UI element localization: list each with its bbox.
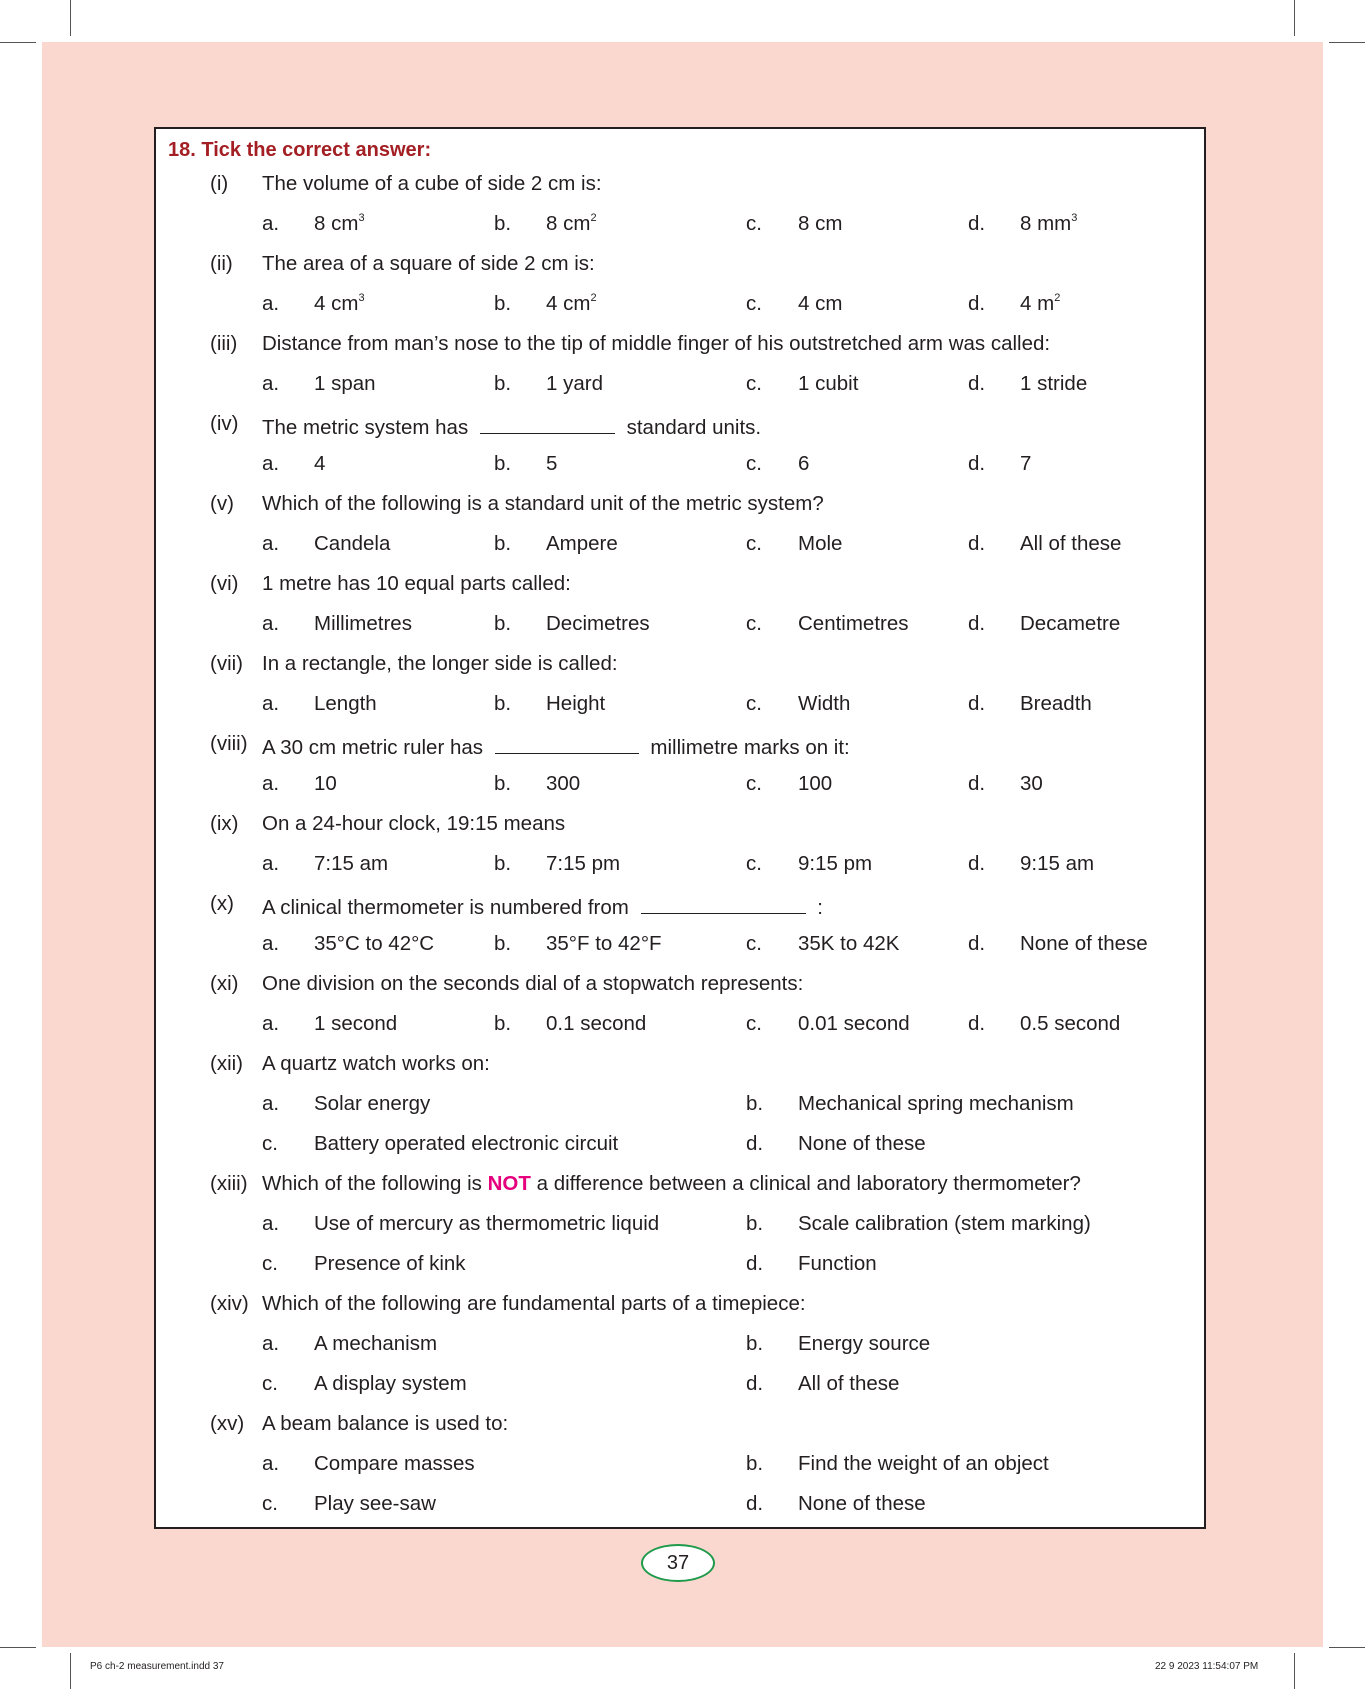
crop-mark [0,1647,36,1648]
option-value: 7:15 pm [546,852,621,875]
option-letter: c. [746,852,762,875]
option-letter: d. [968,292,986,315]
question-item [156,569,1204,599]
option-letter: b. [494,1012,512,1035]
option-letter: c. [746,1012,762,1035]
option-letter: a. [262,772,280,795]
option-value: Battery operated electronic circuit [314,1132,619,1155]
option-text [798,1249,877,1279]
option-value: Function [798,1252,877,1275]
option-letter: a. [262,852,280,875]
option-value: A display system [314,1372,467,1395]
slug-timestamp: 22 9 2023 11:54:07 PM [1155,1661,1259,1672]
option-letter: d. [968,852,986,875]
option-d [156,689,1204,719]
option-letter: d. [968,452,986,475]
crop-mark [70,1653,71,1689]
option-value: 30 [1020,772,1043,795]
item-text-post: : [817,896,823,919]
item-number: (xi) [210,972,239,995]
option-letter: d. [968,372,986,395]
option-value: Use of mercury as thermometric liquid [314,1212,660,1235]
option-letter: a. [262,612,280,635]
item-text: A beam balance is used to: [262,1412,509,1435]
option-value: 8 cm [798,212,843,235]
option-letter: a. [262,1452,280,1475]
option-value: None of these [1020,932,1148,955]
option-value: Centimetres [798,612,909,635]
option-text [1020,609,1120,639]
option-letter: b. [494,532,512,555]
option-value: Find the weight of an object [798,1452,1049,1475]
crop-mark [0,42,36,43]
option-value: Mole [798,532,843,555]
option-value: Breadth [1020,692,1092,715]
emphasis-not: NOT [487,1172,531,1195]
option-value: 1 cubit [798,372,859,395]
option-text [798,1369,899,1399]
option-b [156,1449,1204,1479]
item-number: (xii) [210,1052,244,1075]
option-letter: b. [494,372,512,395]
option-text [798,1129,926,1159]
option-text [1020,289,1060,319]
item-text: The area of a square of side 2 cm is: [262,252,595,275]
option-letter: d. [746,1492,764,1515]
item-text-pre: The metric system has [262,416,469,439]
option-letter: c. [746,292,762,315]
crop-mark [1329,1647,1365,1648]
option-letter: c. [746,692,762,715]
item-text: 1 metre has 10 equal parts called: [262,572,571,595]
option-letter: b. [494,852,512,875]
option-letter: c. [262,1372,278,1395]
item-number: (xiv) [210,1292,249,1315]
question-item [156,1289,1204,1319]
item-number: (xiii) [210,1172,248,1195]
option-letter: b. [494,932,512,955]
item-number: (x) [210,892,234,915]
item-number: (i) [210,172,229,195]
option-value: 1 yard [546,372,603,395]
item-text: A quartz watch works on: [262,1052,490,1075]
option-value: All of these [1020,532,1122,555]
option-value: 4 [314,452,326,475]
question-item [156,489,1204,519]
option-letter: b. [746,1452,764,1475]
crop-mark [1329,42,1365,43]
option-text [798,1489,926,1519]
answer-blank [495,729,639,754]
option-letter: d. [968,532,986,555]
item-text-post: a difference between a clinical and laboratory thermometer? [536,1172,1081,1195]
option-d [156,209,1204,239]
option-d [156,529,1204,559]
option-value: 7 [1020,452,1032,475]
option-letter: a. [262,932,280,955]
option-letter: c. [746,932,762,955]
option-value: Decametre [1020,612,1121,635]
option-value: Candela [314,532,391,555]
item-number: (v) [210,492,234,515]
option-d [156,769,1204,799]
item-number: (xv) [210,1412,245,1435]
option-value: 300 [546,772,581,795]
option-b [156,1329,1204,1359]
option-d [156,1489,1204,1519]
option-d [156,609,1204,639]
option-d [156,1249,1204,1279]
option-value: Width [798,692,851,715]
option-value: 100 [798,772,833,795]
option-letter: b. [494,452,512,475]
option-value: 4 cm [546,292,591,315]
item-text: Which of the following is a standard unit of the metric system? [262,492,824,515]
option-value: Energy source [798,1332,931,1355]
option-value: Scale calibration (stem marking) [798,1212,1091,1235]
crop-mark [1294,1653,1295,1689]
question-item [156,329,1204,359]
option-d [156,289,1204,319]
option-exponent: 3 [358,212,365,224]
question-item [156,649,1204,679]
option-letter: d. [968,212,986,235]
option-text [798,1209,1091,1239]
option-exponent: 2 [590,292,597,304]
option-letter: a. [262,212,280,235]
question-item [156,729,1204,759]
option-letter: b. [746,1212,764,1235]
option-letter: d. [968,772,986,795]
option-text [798,1449,1049,1479]
option-letter: c. [262,1252,278,1275]
option-letter: c. [746,372,762,395]
option-value: None of these [798,1132,926,1155]
option-letter: d. [746,1132,764,1155]
option-exponent: 3 [1071,212,1078,224]
question-item [156,1049,1204,1079]
item-text-post: standard units. [626,416,762,439]
crop-mark [1294,0,1295,36]
option-letter: c. [746,612,762,635]
option-value: Solar energy [314,1092,431,1115]
option-exponent: 2 [590,212,597,224]
page-number: 37 [641,1544,715,1582]
question-item [156,889,1204,919]
option-letter: a. [262,692,280,715]
option-value: 1 stride [1020,372,1088,395]
answer-blank [641,889,806,914]
item-text [262,409,761,443]
item-text [262,1169,1081,1199]
option-exponent: 3 [358,292,365,304]
option-letter: b. [494,612,512,635]
item-text: Which of the following are fundamental parts of a timepiece: [262,1292,806,1315]
crop-mark [70,0,71,36]
item-text-pre: A 30 cm metric ruler has [262,736,484,759]
option-d [156,449,1204,479]
option-letter: b. [494,692,512,715]
option-value: Decimetres [546,612,650,635]
item-text [262,889,823,923]
option-value: Mechanical spring mechanism [798,1092,1074,1115]
option-value: 8 cm [314,212,359,235]
option-letter: b. [746,1332,764,1355]
option-value: 35°C to 42°C [314,932,435,955]
option-b [156,1089,1204,1119]
option-value: 1 second [314,1012,398,1035]
question-item [156,809,1204,839]
option-text [1020,449,1031,479]
item-text: In a rectangle, the longer side is called: [262,652,618,675]
option-letter: a. [262,1092,280,1115]
option-value: 35°F to 42°F [546,932,662,955]
option-d [156,1129,1204,1159]
item-text: One division on the seconds dial of a stopwatch represents: [262,972,804,995]
option-value: Play see-saw [314,1492,436,1515]
question-item [156,409,1204,439]
option-value: 9:15 pm [798,852,873,875]
option-value: 10 [314,772,337,795]
option-letter: b. [494,212,512,235]
option-value: Height [546,692,606,715]
option-value: All of these [798,1372,900,1395]
option-value: 8 cm [546,212,591,235]
question-item [156,1409,1204,1439]
option-d [156,929,1204,959]
option-value: Ampere [546,532,618,555]
option-letter: d. [968,692,986,715]
option-letter: c. [746,452,762,475]
item-text-post: millimetre marks on it: [650,736,850,759]
question-heading [168,139,431,162]
option-letter: b. [746,1092,764,1115]
item-text: Distance from man’s nose to the tip of middle finger of his outstretched arm was called: [262,332,1051,355]
item-text: The volume of a cube of side 2 cm is: [262,172,602,195]
option-value: Compare masses [314,1452,475,1475]
option-letter: a. [262,532,280,555]
option-text [1020,1009,1120,1039]
option-b [156,1209,1204,1239]
option-value: Millimetres [314,612,412,635]
option-text [1020,689,1092,719]
option-value: 4 m [1020,292,1055,315]
question-item [156,169,1204,199]
option-value: Presence of kink [314,1252,466,1275]
answer-blank [480,409,615,434]
option-text [1020,849,1094,879]
option-value: 1 span [314,372,376,395]
option-letter: a. [262,452,280,475]
option-value: 0.5 second [1020,1012,1121,1035]
item-text-pre: A clinical thermometer is numbered from [262,896,629,919]
item-number: (viii) [210,732,248,755]
option-text [1020,529,1121,559]
question-item [156,969,1204,999]
item-text-pre: Which of the following is [262,1172,482,1195]
question-number: 18. [168,139,196,161]
item-number: (iv) [210,412,239,435]
item-text: On a 24-hour clock, 19:15 means [262,812,566,835]
option-value: 35K to 42K [798,932,900,955]
option-text [798,1089,1074,1119]
option-letter: c. [262,1132,278,1155]
option-letter: a. [262,372,280,395]
option-value: None of these [798,1492,926,1515]
option-value: 6 [798,452,810,475]
option-letter: b. [494,292,512,315]
option-text [1020,929,1148,959]
option-letter: d. [746,1372,764,1395]
option-d [156,849,1204,879]
option-d [156,1009,1204,1039]
option-letter: d. [968,612,986,635]
option-value: 4 cm [314,292,359,315]
option-value: Length [314,692,377,715]
option-letter: a. [262,1012,280,1035]
option-value: 8 mm [1020,212,1072,235]
item-number: (ii) [210,252,233,275]
item-text [262,729,850,763]
option-d [156,1369,1204,1399]
option-letter: a. [262,1212,280,1235]
option-letter: d. [746,1252,764,1275]
option-exponent: 2 [1054,292,1061,304]
question-item [156,249,1204,279]
option-value: A mechanism [314,1332,438,1355]
option-value: 0.01 second [798,1012,910,1035]
question-box [154,127,1206,1529]
option-value: 9:15 am [1020,852,1095,875]
item-number: (ix) [210,812,239,835]
option-text [1020,369,1087,399]
option-value: 7:15 am [314,852,389,875]
option-letter: a. [262,292,280,315]
option-text [798,1329,930,1359]
option-letter: d. [968,932,986,955]
item-number: (iii) [210,332,238,355]
option-text [1020,769,1043,799]
item-number: (vii) [210,652,244,675]
option-value: 4 cm [798,292,843,315]
item-number: (vi) [210,572,239,595]
option-d [156,369,1204,399]
option-letter: a. [262,1332,280,1355]
slug-filename: P6 ch-2 measurement.indd 37 [90,1661,224,1672]
option-letter: b. [494,772,512,795]
option-letter: c. [262,1492,278,1515]
question-title: Tick the correct answer: [201,139,432,161]
option-value: 5 [546,452,558,475]
option-letter: c. [746,772,762,795]
option-letter: c. [746,212,762,235]
question-item [156,1169,1204,1199]
option-value: 0.1 second [546,1012,647,1035]
option-letter: d. [968,1012,986,1035]
option-letter: c. [746,532,762,555]
option-text [1020,209,1077,239]
